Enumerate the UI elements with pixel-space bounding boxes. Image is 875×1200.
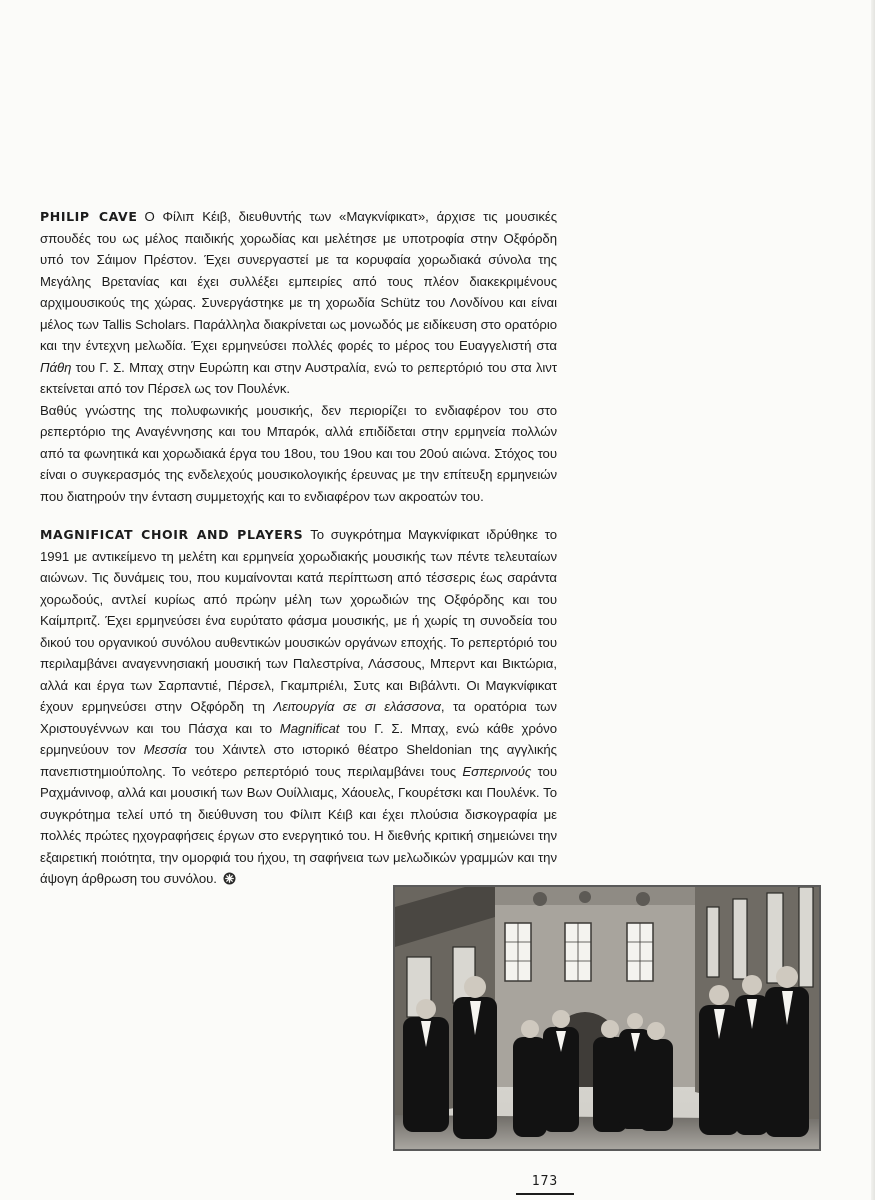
magnificat-paragraph: MAGNIFICAT CHOIR AND PLAYERS Το συγκρότημα Μαγκνίφικατ ιδρύθηκε το 1991 με αντικείμενο τη μελέτη και ερμηνεία χορωδιακής μουσικής των πέντε τελευταίων αιώνων. Τις δυνάμεις του, που κυμαίνονται κατά περίπτωση από τέσσερις έως σαράντα χορωδούς, αντλεί κυρίως από πρώην μέλη των χορωδιών της Οξφόρδης και του Καίμπριτζ. Έχει ερμηνεύσει ένα ευρύτατο φάσμα μουσικής, με ή χωρίς τη συνοδεία του δικού του οργανικού συνόλου αυθεντικών μουσικών οργάνων εποχής. Το ρεπερτόριό του περιλαμβάνει αναγεννησιακή μουσική των Παλεστρίνα, Λάσσους, Μπερντ και Βικτώρια, αλλά και έργα των Σαρπαντιέ, Πέρσελ, Γκαμπριέλι, Συτς και Βιβάλντι. Οι Μαγκνίφικατ έχουν ερμηνεύσει στην Οξφόρδη τη Λειτουργία σε σι ελάσσονα, τα ορατόρια των Χριστουγέννων και του Πάσχα και το Magnificat του Γ. Σ. Μπαχ, ενώ κάθε χρόνο ερμηνεύουν τον Μεσσία του Χάιντελ στο ιστορικό θέατρο Sheldonian της αγγλικής πανεπιστημιούπολης. Το νεότερο ρεπερτόριό τους περιλαμβάνει τους Εσπερινούς του Ραχμάνινοφ, αλλά και μουσική των Βων Ουίλλιαμς, Χάουελς, Γκουρέτσκι και Πουλένκ. Το συγκρότημα τελεί υπό τη διεύθυνση του Φίλιπ Κέιβ και έχει πλούσια δισκογραφία με πολλές πρώτες ηχογραφήσεις έργων στο ενεργητικό του. Η διεθνής κριτική σημειώνει την εξαιρετική ποιότητα, την ομορφιά του ήχου, τη σαφήνεια των μελωδικών γραμμών και την άψογη άρθρωση του συνόλου. <box>40 527 558 886</box>
asterisk-circle-icon <box>223 870 236 883</box>
page-number-rule <box>516 1193 574 1195</box>
choir-group-photo <box>393 885 821 1151</box>
magnificat-heading: MAGNIFICAT CHOIR AND PLAYERS <box>40 527 304 542</box>
philip-cave-paragraph-2: Βαθύς γνώστης της πολυφωνικής μουσικής, δεν περιορίζει το ενδιαφέρον του στο ρεπερτόριο της Αναγέννησης και του Μπαρόκ, αλλά επιδίδεται στην ερμηνεία πολλών από τα φωνητικά και χορωδιακά έργα του 18ου, του 19ου και του 20ού αιώνα. Στόχος του είναι ο συγκερασμός της ενδελεχούς μουσικολογικής έρευνας με την επίτευξη ερμηνειών που διατηρούν την ένταση συμμετοχής και το ενδιαφέρον των ακροατών του. <box>40 402 557 504</box>
page-edge <box>871 0 875 1200</box>
philip-cave-heading: PHILIP CAVE <box>40 209 138 224</box>
philip-cave-paragraph-1: PHILIP CAVE Ο Φίλιπ Κέιβ, διευθυντής των «Μαγκνίφικατ», άρχισε τις μουσικές σπουδές του ως μέλος παιδικής χορωδίας και μελέτησε με υποτροφία στην Οξφόρδη υπό τον Σάιμον Πρέστον. Έχει συνεργαστεί με τα κορυφαία χορωδιακά σύνολα της Μεγάλης Βρετανίας και έχει συλλέξει εμπειρίες από τους πλέον διακεκριμένους αρχιμουσικούς της χώρας. Συνεργάστηκε με τη χορωδία Schütz του Λονδίνου και είναι μέλος των Tallis Scholars. Παράλληλα διακρίνεται ως μονωδός με ειδίκευση στο ορατόριο και την έντεχνη μελωδία. Έχει ερμηνεύσει πολλές φορές το μέρος του Ευαγγελιστή στα Πάθη του Γ. Σ. Μπαχ στην Ευρώπη και στην Αυστραλία, ενώ το ρεπερτόριό του στα λιντ εκτείνεται από τον Πέρσελ ως τον Πουλένκ. <box>40 209 558 396</box>
page-number: 173 <box>531 1174 559 1189</box>
philip-cave-section <box>40 206 557 507</box>
magnificat-section <box>40 524 557 890</box>
